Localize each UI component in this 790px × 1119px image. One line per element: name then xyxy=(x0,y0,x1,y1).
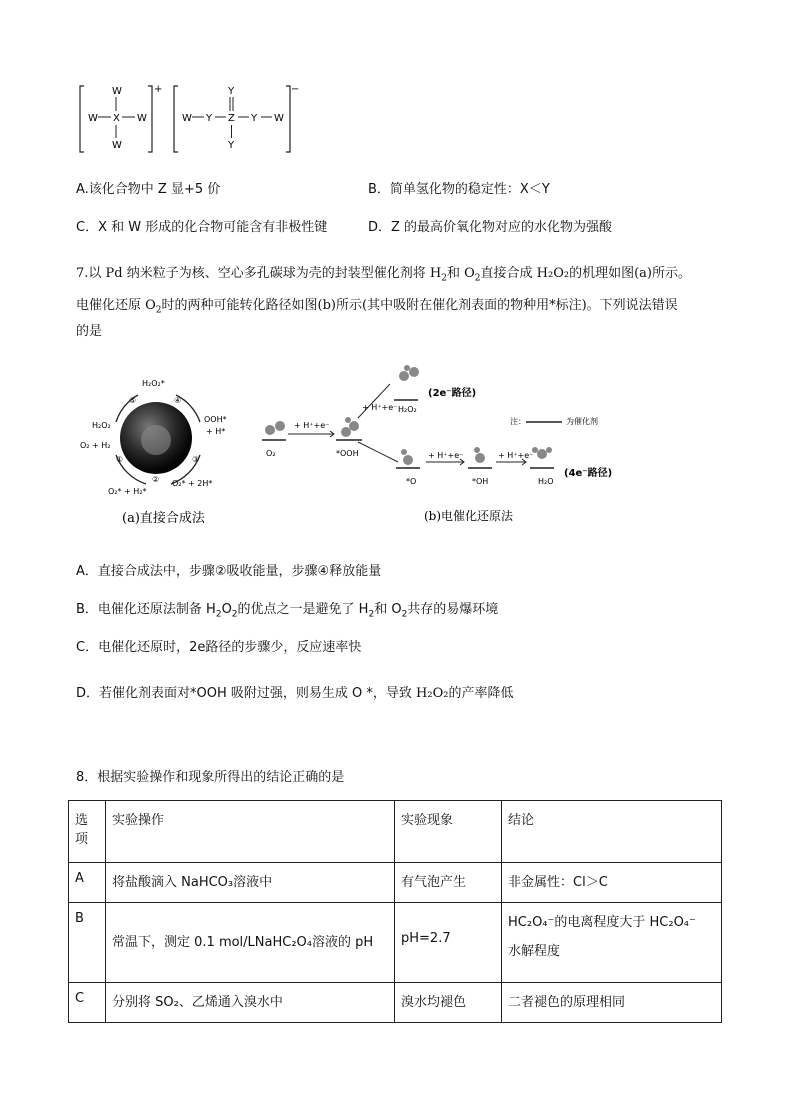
cation-left-atom: W xyxy=(88,113,98,124)
table-row xyxy=(69,863,722,903)
label-ooh-star: OOH* xyxy=(204,415,227,424)
header-option: 选项 xyxy=(69,801,106,863)
label-h2o2: H₂O₂ xyxy=(92,421,111,430)
legend-note: 注： xyxy=(510,417,526,426)
label-he-3: + H⁺+e⁻ xyxy=(428,451,464,460)
figure-a-direct-synthesis xyxy=(76,360,256,530)
row-b-conclusion-line2: 水解程度 xyxy=(508,944,561,959)
ion-structure-figure xyxy=(76,80,306,158)
header-phenomenon: 实验现象 xyxy=(395,801,502,863)
anion-ytop-atom: Y xyxy=(228,86,235,97)
anion-w2-atom: W xyxy=(274,113,284,124)
row-c-operation: 分别将 SO₂、乙烯通入溴水中 xyxy=(106,983,395,1023)
label-h2o2-b: H₂O₂ xyxy=(398,405,417,414)
anion-y2-atom: Y xyxy=(251,113,258,124)
figure-b-electro-reduction xyxy=(258,362,638,530)
step-4: ④ xyxy=(174,396,182,405)
step-5: ⑤ xyxy=(129,396,137,405)
table-row xyxy=(69,903,722,983)
q7-option-a: A．直接合成法中，步骤②吸收能量，步骤④释放能量 xyxy=(76,564,382,579)
step-1: ① xyxy=(116,455,124,464)
row-c-option: C xyxy=(69,983,106,1023)
row-a-conclusion: 非金属性：Cl＞C xyxy=(502,863,722,903)
label-h2o2-star: H₂O₂* xyxy=(142,379,165,388)
anion-ybot-atom: Y xyxy=(228,140,235,151)
anion-y-atom: Y xyxy=(206,113,213,124)
q7-option-d: D．若催化剂表面对*OOH 吸附过强，则易生成 O *，导致 H₂O₂的产率降低 xyxy=(76,686,514,701)
cation-top-atom: W xyxy=(112,86,122,97)
row-b-operation: 常温下，测定 0.1 mol/LNaHC₂O₄溶液的 pH xyxy=(106,903,395,983)
label-ooh: *OOH xyxy=(336,449,359,458)
label-he-4: + H⁺+e⁻ xyxy=(498,451,534,460)
table-row xyxy=(69,983,722,1023)
row-a-option: A xyxy=(69,863,106,903)
q7-option-c: C．电催化还原时，2e路径的步骤少，反应速率快 xyxy=(76,640,362,655)
q6-option-a: A.该化合物中 Z 显+5 价 xyxy=(76,182,221,197)
label-he-1: + H⁺+e⁻ xyxy=(294,421,330,430)
q7-stem-line3: 的是 xyxy=(76,324,103,339)
label-oh-star: *OH xyxy=(472,477,489,486)
q7-stem-line1: 7.以 Pd 纳米粒子为核、空心多孔碳球为壳的封装型催化剂将 $H_2$和 $O_2$直接合成 H₂O₂的机理如图(a)所示。 xyxy=(76,266,691,284)
row-b-conclusion xyxy=(502,903,722,983)
step-3: ③ xyxy=(192,455,200,464)
anion-w-atom: W xyxy=(182,113,192,124)
label-o2-h2: O₂ + H₂ xyxy=(80,441,111,450)
row-c-phenomenon: 溴水均褪色 xyxy=(395,983,502,1023)
label-h2o: H₂O xyxy=(538,477,554,486)
q6-option-c: C．X 和 W 形成的化合物可能含有非极性键 xyxy=(76,220,328,235)
label-o2-2h: O₂* + 2H* xyxy=(172,479,213,488)
row-a-phenomenon: 有气泡产生 xyxy=(395,863,502,903)
cation-bottom-atom: W xyxy=(112,140,122,151)
row-b-phenomenon: pH=2.7 xyxy=(395,903,502,983)
anion-z-atom: Z xyxy=(228,113,235,124)
q7-option-b: B．电催化还原法制备 $H_2O_2$的优点之一是避免了 $H_2$和 $O_2$共存的易爆环境 xyxy=(76,602,499,620)
row-c-conclusion: 二者褪色的原理相同 xyxy=(502,983,722,1023)
label-o2: O₂ xyxy=(266,449,276,458)
header-conclusion: 结论 xyxy=(502,801,722,863)
row-a-operation: 将盐酸滴入 NaHCO₃溶液中 xyxy=(106,863,395,903)
row-b-conclusion-line1: HC₂O₄⁻的电离程度大于 HC₂O₄⁻ xyxy=(508,915,696,930)
experiment-table xyxy=(68,800,722,1023)
label-path-4e: (4e⁻路径) xyxy=(564,468,613,479)
anion-charge: − xyxy=(291,84,300,95)
table-header-row xyxy=(69,801,722,863)
q7-stem-line2: 电催化还原 $O_2$时的两种可能转化路径如图(b)所示(其中吸附在催化剂表面的物种用*标注)。下列说法错误 xyxy=(76,298,678,316)
label-he-2: + H⁺+e⁻ xyxy=(362,403,398,412)
label-o-star: *O xyxy=(406,477,417,486)
label-plus-h: + H* xyxy=(206,427,226,436)
figure-b-caption: (b)电催化还原法 xyxy=(424,509,514,523)
q8-title: 8．根据实验操作和现象所得出的结论正确的是 xyxy=(76,770,345,785)
q6-option-d: D．Z 的最高价氧化物对应的水化物为强酸 xyxy=(368,220,613,235)
legend-text: 为催化剂 xyxy=(566,417,598,426)
cation-charge: + xyxy=(154,84,163,95)
q6-option-b: B．简单氢化物的稳定性：X＜Y xyxy=(368,182,550,197)
row-b-option: B xyxy=(69,903,106,983)
cation-right-atom: W xyxy=(137,113,147,124)
cation-center-atom: X xyxy=(113,113,120,124)
label-o2h2-star: O₂* + H₂* xyxy=(108,487,147,496)
step-2: ② xyxy=(152,475,160,484)
figure-a-caption: (a)直接合成法 xyxy=(122,511,205,526)
label-path-2e: (2e⁻路径) xyxy=(428,388,477,399)
header-operation: 实验操作 xyxy=(106,801,395,863)
